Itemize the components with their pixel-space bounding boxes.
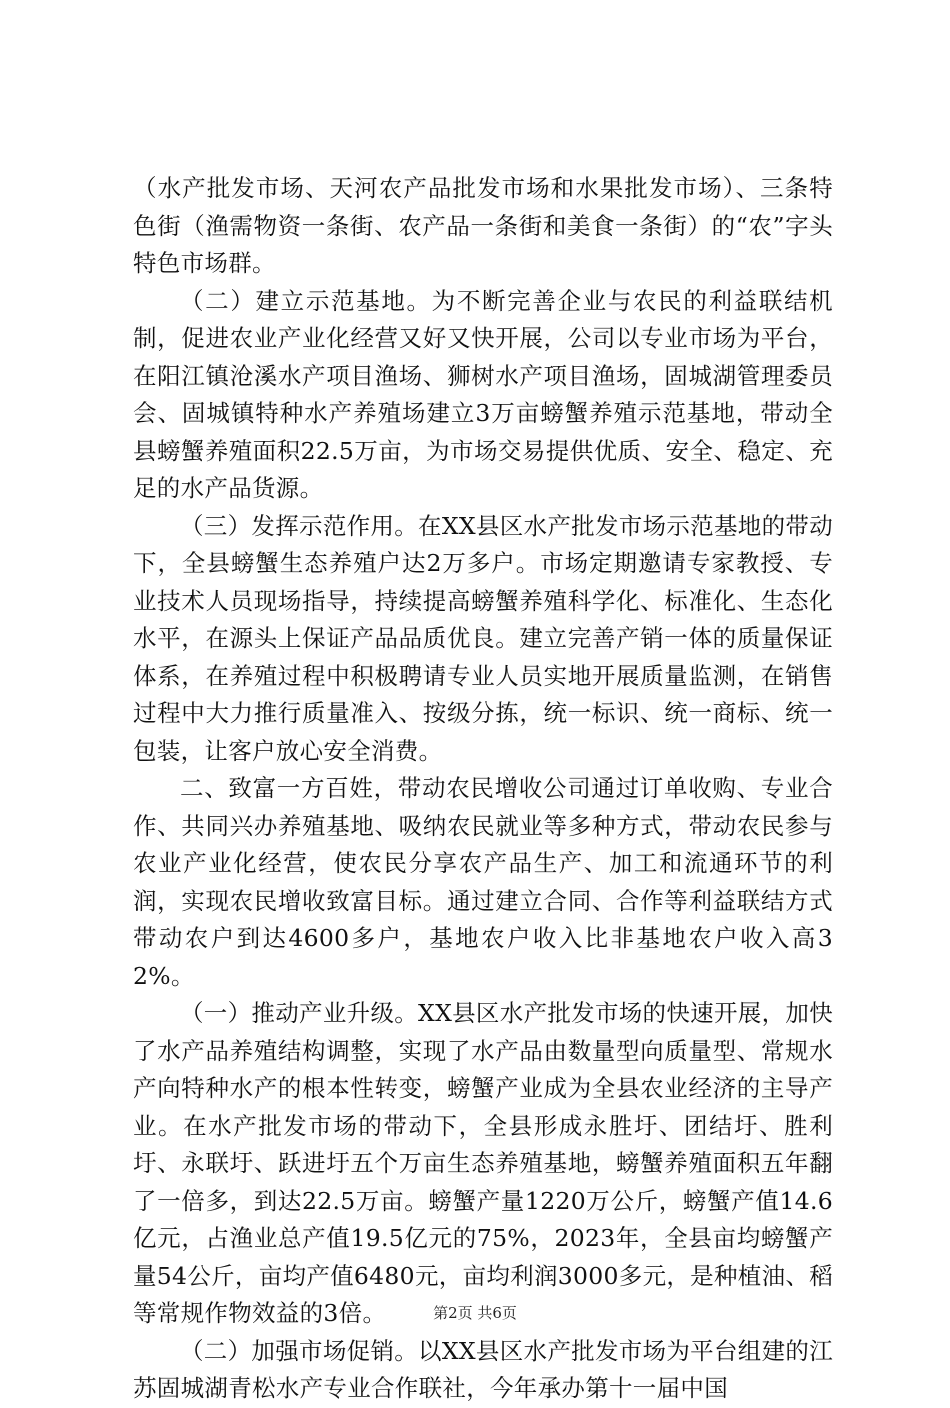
paragraph-demo-base: （二）建立示范基地。为不断完善企业与农民的利益联结机制，促进农业产业化经营又好又快开展，公司以专业市场为平台，在阳江镇沧溪水产项目渔场、狮树水产项目渔场，固城湖管理委员会、固城镇特种水产养殖场建立3万亩螃蟹养殖示范基地，带动全县螃蟹养殖面积22.5万亩，为市场交易提供优质、安全、稳定、充足的水产品货源。 xyxy=(133,286,833,502)
page-footer xyxy=(0,1303,950,1323)
paragraph-market-group: （水产批发市场、天河农产品批发市场和水果批发市场）、三条特色街（渔需物资一条街、农产品一条街和美食一条街）的“农”字头特色市场群。 xyxy=(133,174,833,277)
paragraph-industry-upgrade: （一）推动产业升级。XX县区水产批发市场的快速开展，加快了水产品养殖结构调整，实现了水产品由数量型向质量型、常规水产向特种水产的根本性转变，螃蟹产业成为全县农业经济的主导产业。在水产批发市场的带动下，全县形成永胜圩、团结圩、胜利圩、永联圩、跃进圩五个万亩生态养殖基地，螃蟹养殖面积五年翻了一倍多，到达22.5万亩。螃蟹产量1220万公斤，螃蟹产值14.6亿元，占渔业总产值19.5亿元的75%，2023年，全县亩均螃蟹产量54公斤，亩均产值6480元，亩均利润3000多元，是种植油、稻等常规作物效益的3倍。 xyxy=(133,999,833,1327)
paragraph-farmer-income: 二、致富一方百姓，带动农民增收公司通过订单收购、专业合作、共同兴办养殖基地、吸纳农民就业等多种方式，带动农民参与农业产业化经营，使农民分享农产品生产、加工和流通环节的利润，实现农民增收致富目标。通过建立合同、合作等利益联结方式带动农户到达4600多户，基地农户收入比非基地农户收入高32%。 xyxy=(133,774,833,990)
paragraph-demo-role: （三）发挥示范作用。在XX县区水产批发市场示范基地的带动下，全县螃蟹生态养殖户达2万多户。市场定期邀请专家教授、专业技术人员现场指导，持续提高螃蟹养殖科学化、标准化、生态化水平，在源头上保证产品品质优良。建立完善产销一体的质量保证体系，在养殖过程中积极聘请专业人员实地开展质量监测，在销售过程中大力推行质量准入、按级分拣，统一标识、统一商标、统一包装，让客户放心安全消费。 xyxy=(133,511,833,765)
body-text xyxy=(133,170,833,1408)
paragraph-market-promotion: （二）加强市场促销。以XX县区水产批发市场为平台组建的江苏固城湖青松水产专业合作联社，今年承办第十一届中国 xyxy=(133,1336,833,1402)
page-number: 第2页 共6页 xyxy=(433,1304,517,1322)
